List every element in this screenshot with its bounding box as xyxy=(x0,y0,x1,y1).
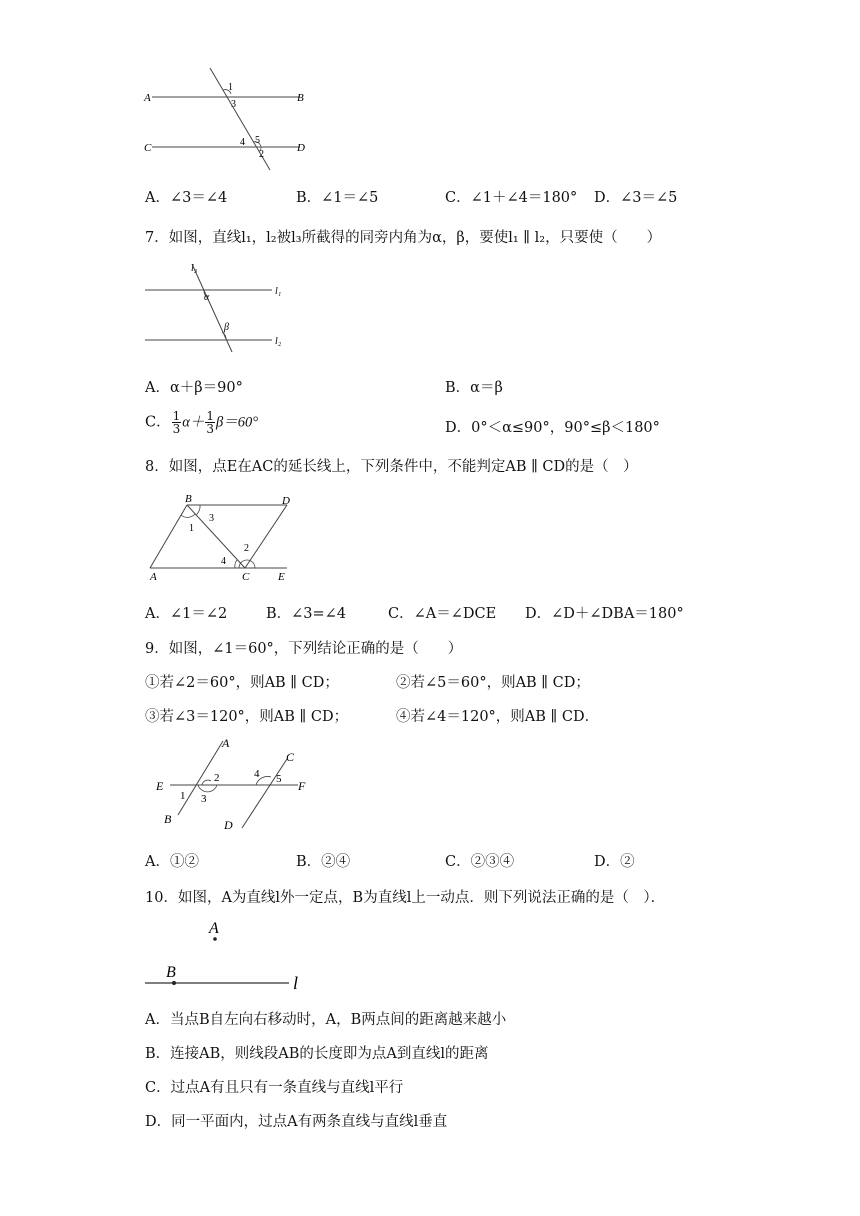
q8-label-B: B xyxy=(185,493,192,505)
q8-stem: 8．如图，点E在AC的延长线上，下列条件中，不能判定AB ∥ CD的是（ ） xyxy=(145,459,638,475)
q8-angle-3: 3 xyxy=(209,513,214,524)
q9-statement-2: ②若∠5＝60°，则AB ∥ CD； xyxy=(396,675,590,691)
q9-label-D: D xyxy=(224,818,233,832)
q8-figure xyxy=(145,493,305,585)
q7-label-l1: l₁ xyxy=(275,286,282,297)
q9-statement-1: ①若∠2＝60°，则AB ∥ CD； xyxy=(145,675,339,691)
q7-option-c-prefix: C． xyxy=(145,414,171,431)
q8-label-A: A xyxy=(150,571,157,583)
q9-stem: 9．如图，∠1＝60°，下列结论正确的是（ ） xyxy=(145,641,463,657)
q8-option-d[interactable]: D．∠D＋∠DBA＝180° xyxy=(525,606,684,622)
q8-option-b[interactable]: B．∠3=∠4 xyxy=(266,606,347,622)
q7-frac-2 xyxy=(205,410,215,435)
q10-option-d[interactable]: D．同一平面内，过点A有两条直线与直线l垂直 xyxy=(145,1114,448,1130)
q7-frac-1-den: 3 xyxy=(172,422,181,436)
q9-option-c[interactable]: C．②③④ xyxy=(445,854,515,870)
q6-option-a[interactable]: A．∠3＝∠4 xyxy=(145,190,228,206)
q6-angle-4: 4 xyxy=(240,137,245,148)
q8-angle-1: 1 xyxy=(189,523,194,534)
q7-frac-2-den: 3 xyxy=(206,422,215,436)
q9-label-F: F xyxy=(298,779,306,793)
q7-option-c[interactable] xyxy=(145,410,258,435)
q7-frac-1 xyxy=(172,410,182,435)
q9-angle-3: 3 xyxy=(201,793,207,805)
q7-option-b[interactable]: B．α＝β xyxy=(445,380,503,396)
q6-angle-1: 1 xyxy=(228,82,233,93)
q9-label-A: A xyxy=(222,736,230,750)
q6-angle-5: 5 xyxy=(255,135,260,146)
q10-option-c[interactable]: C．过点A有且只有一条直线与直线l平行 xyxy=(145,1080,404,1096)
q6-angle-2: 2 xyxy=(259,149,264,160)
q10-label-A: A xyxy=(209,920,219,937)
q6-option-d[interactable]: D．∠3＝∠5 xyxy=(594,190,678,206)
q7-frac-2-num: 1 xyxy=(206,409,215,423)
q8-label-D: D xyxy=(282,495,290,507)
q7-frac-1-num: 1 xyxy=(172,409,181,423)
q9-angle-1: 1 xyxy=(180,790,186,802)
q6-option-c[interactable]: C．∠1＋∠4＝180° xyxy=(445,190,578,206)
q7-label-beta: β xyxy=(224,322,229,333)
q7-option-c-end: β＝60° xyxy=(216,414,259,431)
q9-option-b[interactable]: B．②④ xyxy=(296,854,351,870)
q7-option-c-mid: α＋ xyxy=(182,414,205,431)
q7-stem: 7．如图，直线l₁，l₂被l₃所截得的同旁内角为α，β，要使l₁ ∥ l₂，只要使（ ） xyxy=(145,230,662,246)
q7-label-l3: l₃ xyxy=(191,263,198,274)
q8-angle-4: 4 xyxy=(221,556,226,567)
q6-angle-3: 3 xyxy=(231,99,236,110)
q9-angle-5: 5 xyxy=(276,773,282,785)
q9-option-a[interactable]: A．①② xyxy=(145,854,199,870)
q10-label-B: B xyxy=(166,964,176,981)
q7-label-alpha: α xyxy=(204,292,210,303)
q7-label-l2: l₂ xyxy=(275,336,282,347)
q10-stem: 10．如图，A为直线l外一定点，B为直线l上一动点．则下列说法正确的是（ ）． xyxy=(145,890,666,906)
q6-label-C: C xyxy=(144,142,152,154)
q10-option-a[interactable]: A．当点B自左向右移动时，A，B两点间的距离越来越小 xyxy=(145,1012,507,1028)
q8-option-a[interactable]: A．∠1＝∠2 xyxy=(145,606,228,622)
q6-figure xyxy=(140,62,320,172)
q9-option-d[interactable]: D．② xyxy=(594,854,635,870)
q9-angle-4: 4 xyxy=(254,768,260,780)
q7-figure xyxy=(140,258,300,353)
q6-label-A: A xyxy=(144,92,151,104)
q10-label-l: l xyxy=(293,973,299,993)
q7-option-d[interactable]: D．0°＜α≤90°，90°≤β＜180° xyxy=(445,420,660,436)
q9-angle-2: 2 xyxy=(214,772,220,784)
q7-option-a[interactable]: A．α＋β＝90° xyxy=(145,380,243,396)
q9-figure xyxy=(150,733,325,833)
q9-label-C: C xyxy=(286,750,295,764)
q9-label-E: E xyxy=(156,779,164,793)
q6-option-b[interactable]: B．∠1＝∠5 xyxy=(296,190,379,206)
q9-statement-3: ③若∠3＝120°，则AB ∥ CD； xyxy=(145,709,349,725)
q6-label-B: B xyxy=(297,92,304,104)
q10-figure xyxy=(145,913,325,995)
q9-label-B: B xyxy=(164,812,172,826)
q6-label-D: D xyxy=(297,142,305,154)
q8-angle-2: 2 xyxy=(244,543,249,554)
q10-option-b[interactable]: B．连接AB，则线段AB的长度即为点A到直线l的距离 xyxy=(145,1046,489,1062)
q9-statement-4: ④若∠4＝120°，则AB ∥ CD． xyxy=(396,709,600,725)
q8-label-E: E xyxy=(278,571,285,583)
q8-label-C: C xyxy=(242,571,250,583)
q8-option-c[interactable]: C．∠A＝∠DCE xyxy=(388,606,497,622)
